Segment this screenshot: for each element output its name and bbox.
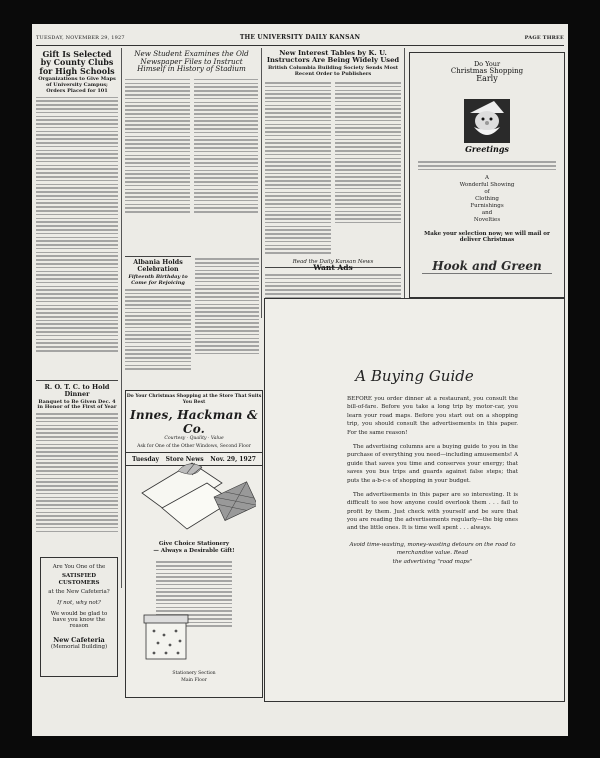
column-rule [261,48,262,318]
stadium-body-right [194,77,259,215]
stationery-illustration [132,453,256,537]
gift-body [36,97,118,352]
innes-top: Do Your Christmas Shopping at the Store That Suits You Best [126,394,262,405]
masthead [36,29,564,46]
want-ads-headline: Want Ads [313,264,353,272]
innes-footer2: Main Floor [181,678,207,683]
cafeteria-line6: We would be glad to have you know the reason [50,610,108,630]
rotc-body [36,413,118,532]
hook-green-closing: Make your selection now; we will mail or deliver Christmas [424,231,550,244]
hook-green-cat3: and [481,210,493,216]
masthead-page-number: PAGE THREE [524,35,564,41]
innes-footer1: Stationery Section [172,671,216,676]
hook-green-cat4: Novelties [473,217,501,223]
column-rule [404,48,405,298]
hook-green-ad [409,52,565,298]
innes-tagline: Courtesy · Quality · Value [164,436,224,441]
gift-box-illustration [142,601,190,663]
cafeteria-line5: If not, why not? [57,600,101,607]
buying-guide-para2: The advertising columns are a buying guide to you in the purchase of everything you need—including amusements! A guide that saves you time and conserves your energy; that saves you bus trips and guards against false steps; that puts the a-b-c-s of shopping in your budget. [347,443,518,484]
tables-body-right [335,80,401,256]
innes-date: Nov. 29, 1927 [210,456,256,463]
want-ads-tagline: Read the Daily Kansan News [292,258,374,265]
hook-green-greeting: Greetings [465,144,509,154]
hook-green-cat1: Clothing [475,196,499,202]
albania-article [125,256,191,386]
innes-weekday: Tuesday [132,456,160,463]
rotc-article [36,380,118,550]
gift-subhead: Organizations to Give Maps of University Campus; Orders Placed for 101 [38,76,116,94]
cafeteria-line2: SATISFIED [61,573,96,580]
masthead-title: THE UNIVERSITY DAILY KANSAN [239,34,361,41]
hook-green-line3: Early [476,74,498,84]
albania-body [125,289,191,370]
column-rule [121,48,122,588]
hook-green-intro [418,159,556,173]
innes-section: Store News [165,456,204,463]
innes-caption2: — Always a Desirable Gift! [153,548,235,554]
stadium-headline: New Student Examines the Old Newspaper Files to Instruct Himself in History of Stadium [134,50,249,74]
cafeteria-place: (Memorial Building) [50,643,108,650]
stadium-continued [195,256,259,386]
hook-green-brand: Hook and Green [422,259,552,274]
rotc-subhead: Banquet to Be Given Dec. 4 in Honor of the First of Year [37,398,117,411]
buying-guide-para1: BEFORE you order dinner at a restaurant, you consult the bill-of-fare. Before you take a long trip by motor-car, you learn your road maps. Before you start out on a shopping trip, you should consult the advertisements in this paper. For the same reason! [347,396,518,436]
buying-guide-para3: The advertisements in this paper are so interesting. It is difficult to see how anyone could overlook them . . . fail to profit by them. Just check with yourself and be sure that you are reading the advertisements regularly—the big ones and the little ones. It is time well spent . . . always. [347,491,518,532]
cafeteria-line3: CUSTOMERS [58,579,100,586]
albania-headline: Albania Holds Celebration [133,259,183,273]
buying-guide-footer1: Avoid time-wasting, money-wasting detours on the road to merchandise value. Read [349,541,516,557]
buying-guide-footer2: the advertising "road maps" [392,558,473,565]
buying-guide-title: A Buying Guide [355,367,474,385]
tables-body-left [265,80,331,256]
cafeteria-ad [40,557,118,677]
cafeteria-line1: Are You One of the [52,564,106,570]
tables-subhead: British Columbia Building Society Sends Most Recent Order to Publishers [267,65,399,77]
stadium-article [125,50,258,250]
newspaper-page [32,24,568,736]
innes-caption1: Give Choice Stationery [158,541,230,547]
buying-guide-ad [264,298,565,702]
innes-name: Innes, Hackman & Co. [130,408,258,436]
hook-green-cat2: Furnishings [470,203,504,209]
hook-green-showing3: of [484,189,490,195]
cafeteria-name: New Cafeteria [53,635,105,644]
innes-subline: Ask for One of the Other Windows, Second Floor [137,443,251,449]
albania-subhead: Fifteenth Birthday to Come for Rejoicing [128,274,188,286]
hook-green-line2: Christmas Shopping [450,66,524,75]
gift-article [36,50,118,378]
innes-hackman-ad [125,390,263,698]
cafeteria-line4: at the New Cafeteria? [48,588,110,595]
stadium-body-left [125,77,190,215]
hook-green-showing2: Wonderful Showing [459,182,515,188]
tables-headline: New Interest Tables by K. U. Instructors Are Being Widely Used [266,50,400,65]
gift-headline: Gift Is Selected by County Clubs for High Schools [39,50,115,76]
santa-illustration [464,99,510,143]
hook-green-showing1: A [485,175,489,181]
rotc-headline: R. O. T. C. to Hold Dinner [44,383,110,398]
masthead-date: TUESDAY, NOVEMBER 29, 1927 [36,35,125,41]
hook-green-line1: Do Your [473,60,501,68]
